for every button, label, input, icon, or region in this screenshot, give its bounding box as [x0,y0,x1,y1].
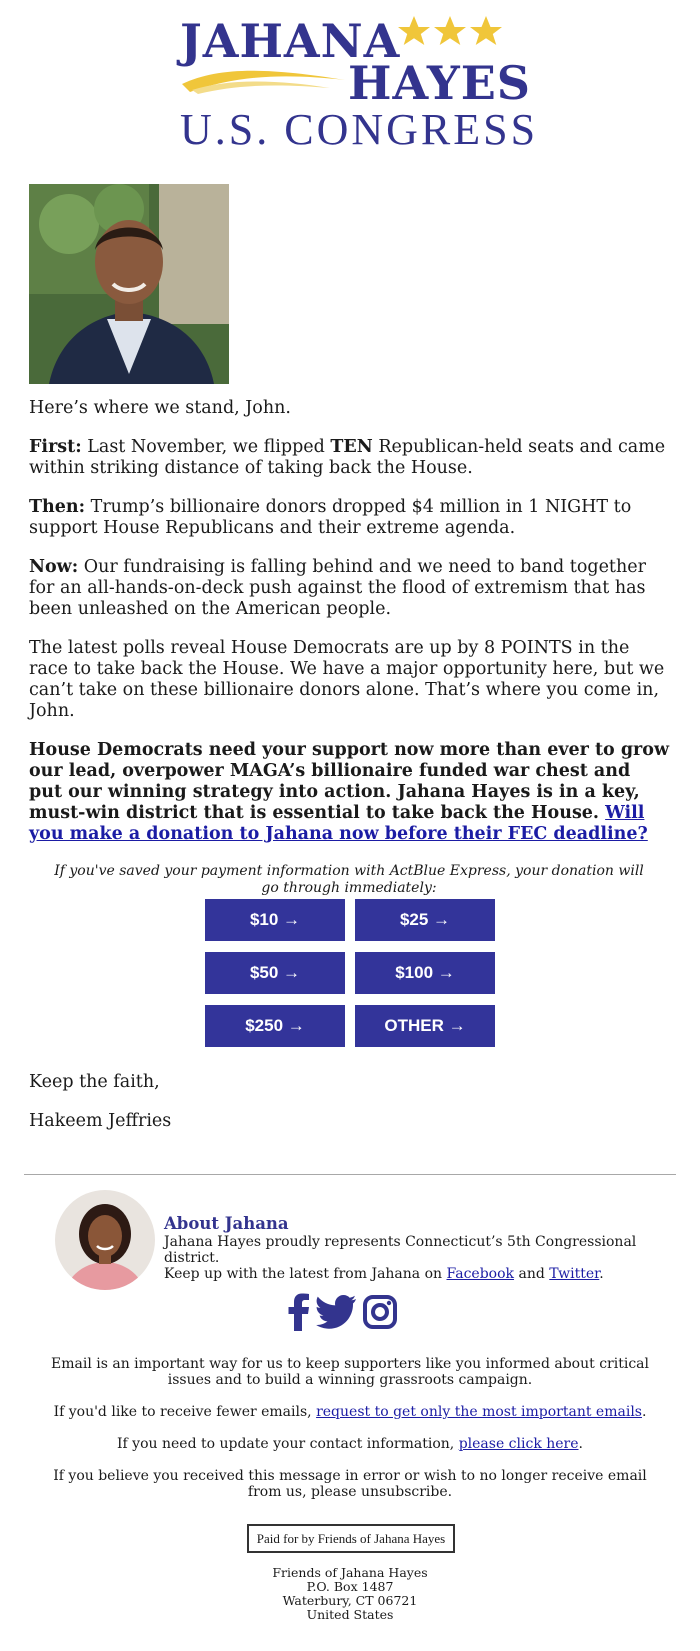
instagram-icon[interactable] [362,1294,398,1330]
first-label: First: [29,437,82,457]
social-icons [288,1293,398,1331]
donation-buttons [205,899,495,1047]
donate-250-button[interactable]: $250 → [205,1005,345,1047]
update-info-line: If you need to update your contact information, please click here. [117,1436,583,1452]
twitter-link[interactable]: Twitter [549,1266,600,1282]
paragraph-polls: The latest polls reveal House Democrats are up by 8 POINTS in the race to take back the House. We have a major opportunity here, but we can’t take on these billionaire donors alone. That’s where you come in, John. [29,638,665,721]
facebook-icon[interactable] [288,1293,310,1331]
donate-50-button[interactable]: $50 → [205,952,345,994]
logo-swoosh-icon [180,62,350,96]
donate-other-button[interactable]: OTHER → [355,1005,495,1047]
update-info-link[interactable]: please click here [458,1436,579,1452]
actblue-express-note: If you've saved your payment information with ActBlue Express, your donation will go through immediately: [54,863,644,896]
email-body [29,398,669,897]
signature: Hakeem Jeffries [29,1111,172,1131]
address-line: P.O. Box 1487 [306,1579,394,1594]
avatar [55,1190,155,1290]
paid-for-disclaimer: Paid for by Friends of Jahana Hayes [247,1524,455,1553]
logo-office: U.S. CONGRESS [180,105,539,154]
now-label: Now: [29,557,79,577]
donate-link[interactable]: Will you make a donation to Jahana now before their FEC deadline? [29,803,648,844]
donate-100-button[interactable]: $100 → [355,952,495,994]
about-description: Jahana Hayes proudly represents Connecticut’s 5th Congressional district. [164,1234,637,1266]
about-social-line: Keep up with the latest from Jahana on Facebook and Twitter. [164,1266,604,1282]
greeting: Here’s where we stand, John. [29,398,291,418]
paragraph-then: Then: Trump’s billionaire donors dropped $4 million in 1 NIGHT to support House Republicans and their extreme agenda. [29,497,632,538]
section-divider [24,1174,676,1175]
address-line: Waterbury, CT 06721 [282,1593,418,1608]
paragraph-now: Now: Our fundraising is falling behind and we need to band together for an all-hands-on-deck push against the flood of extremism that has been unleashed on the American people. [29,557,646,619]
twitter-icon[interactable] [316,1295,356,1329]
donate-10-button[interactable]: $10 → [205,899,345,941]
footer [40,1356,660,1516]
logo-name-first: JAHANA [180,14,401,68]
paragraph-first: First: Last November, we flipped TEN Republican-held seats and came within striking distance of taking back the House. [29,437,666,478]
donate-25-button[interactable]: $25 → [355,899,495,941]
address-line: United States [306,1607,394,1622]
fewer-emails-link[interactable]: request to get only the most important emails [316,1404,642,1420]
email-importance-note: Email is an important way for us to keep supporters like you informed about critical issues and to build a winning grassroots campaign. [51,1356,649,1388]
campaign-logo [0,0,700,160]
facebook-link[interactable]: Facebook [446,1266,515,1282]
about-title: About Jahana [164,1214,289,1233]
signoff [29,1072,171,1150]
unsubscribe-line: If you believe you received this message in error or wish to no longer receive email from us, please unsubscribe. [53,1468,647,1500]
logo-stars-icon [398,14,508,54]
address-line: Friends of Jahana Hayes [272,1565,428,1580]
closing: Keep the faith, [29,1072,160,1092]
mailing-address [0,1566,700,1622]
sender-photo [29,184,229,384]
then-label: Then: [29,497,86,517]
paragraph-appeal: House Democrats need your support now more than ever to grow our lead, overpower MAGA’s billionaire funded war chest and put our winning strategy into action. Jahana Hayes is in a key, must-win district that is essential to take back the House. Will you make a donation to Jahana now before their FEC deadline? [29,740,670,844]
about-section [164,1214,664,1282]
fewer-emails-line: If you'd like to receive fewer emails, request to get only the most important emails. [53,1404,647,1420]
logo-name-last: HAYES [348,56,531,110]
